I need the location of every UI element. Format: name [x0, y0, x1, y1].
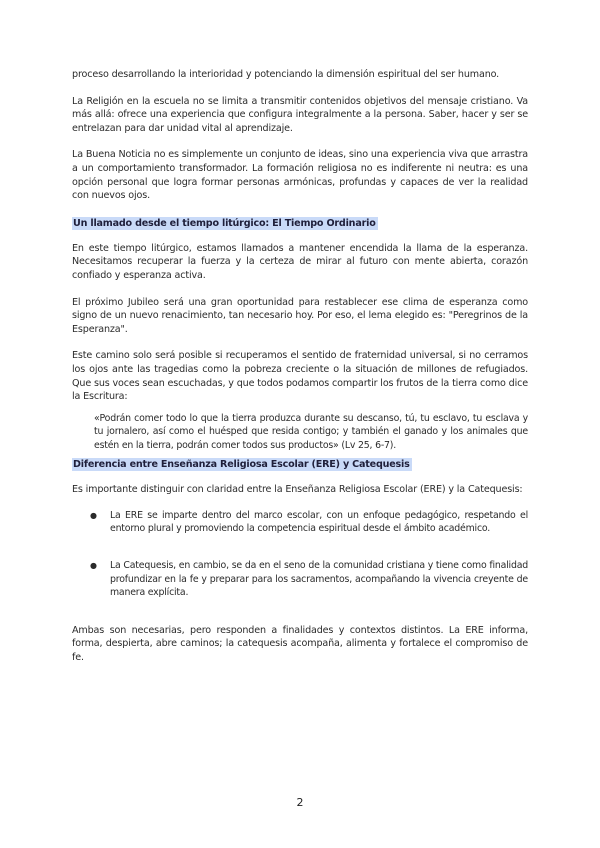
page-number: 2: [296, 796, 304, 809]
bullet-list: [72, 509, 528, 600]
section-heading-tiempo-ordinario: Un llamado desde el tiempo litúrgico: El Tiempo Ordinario: [73, 217, 376, 229]
paragraph-distinguir: Es importante distinguir con claridad entre la Enseñanza Religiosa Escolar (ERE) y la Catequesis:: [72, 483, 523, 495]
bullet-icon: ●: [90, 510, 97, 520]
list-item-text: La ERE se imparte dentro del marco escolar, con un enfoque pedagógico, respetando el entorno plural y promoviendo la competencia espiritual desde el ámbito académico.: [110, 509, 528, 534]
paragraph-jubileo: El próximo Jubileo será una gran oportunidad para restablecer ese clima de esperanza como signo de un nuevo renacimiento, tan necesario hoy. Por eso, el lema elegido es: "Peregrinos de la Esperanza".: [72, 296, 528, 335]
paragraph-religion-escuela: La Religión en la escuela no se limita a transmitir contenidos objetivos del mensaje cristiano. Va más allá: ofrece una experiencia que configura integralmente a la persona. Saber, hacer y ser se entrelazan para dar unidad vital al aprendizaje.: [72, 95, 528, 134]
list-item: [72, 559, 528, 599]
paragraph-buena-noticia: La Buena Noticia no es simplemente un conjunto de ideas, sino una experiencia viva que arrastra a un comportamiento transformador. La formación religiosa no es indiferente ni neutra: es una opción personal que logra formar personas armónicas, profundas y capaces de ver la realidad con nuevos ojos.: [72, 149, 528, 202]
paragraph-tiempo-liturgico: En este tiempo litúrgico, estamos llamados a mantener encendida la llama de la esperanza. Necesitamos recuperar la fuerza y la certeza de mirar al futuro con mente abierta, corazón confiado y esperanza activa.: [72, 242, 528, 281]
list-item: [72, 509, 528, 536]
section-heading-tiempo-ordinario-wrap: [72, 211, 528, 230]
paragraph-ambas-necesarias: Ambas son necesarias, pero responden a finalidades y contextos distintos. La ERE informa, forma, despierta, abre caminos; la catequesis acompaña, alimenta y fortalece el compromiso de fe.: [72, 624, 528, 663]
section-heading-ere-catequesis: Diferencia entre Enseñanza Religiosa Escolar (ERE) y Catequesis: [73, 458, 410, 470]
list-item-text: La Catequesis, en cambio, se da en el seno de la comunidad cristiana y tiene como finalidad profundizar en la fe y preparar para los sacramentos, acompañando la vivencia creyente de manera explícita.: [110, 560, 528, 599]
paragraph-fraternidad: Este camino solo será posible si recuperamos el sentido de fraternidad universal, si no cerramos los ojos ante las tragedias como la pobreza creciente o la situación de millones de refugiados. Que sus voces sean escuchadas, y que todos podamos compartir los frutos de la tierra como dice la Escritura:: [72, 350, 528, 403]
section-heading-ere-wrap: [72, 452, 528, 471]
paragraph-interioridad: proceso desarrollando la interioridad y potenciando la dimensión espiritual del ser humano.: [72, 69, 500, 80]
scripture-quote: «Podrán comer todo lo que la tierra produzca durante su descanso, tú, tu esclavo, tu esclava y tu jornalero, así como el huésped que resida contigo; y también el ganado y los animales que estén en la tierra, podrán comer todos sus productos» (Lv 25, 6-7).: [94, 412, 528, 451]
document-page: [72, 68, 528, 677]
bullet-icon: ●: [90, 561, 97, 571]
